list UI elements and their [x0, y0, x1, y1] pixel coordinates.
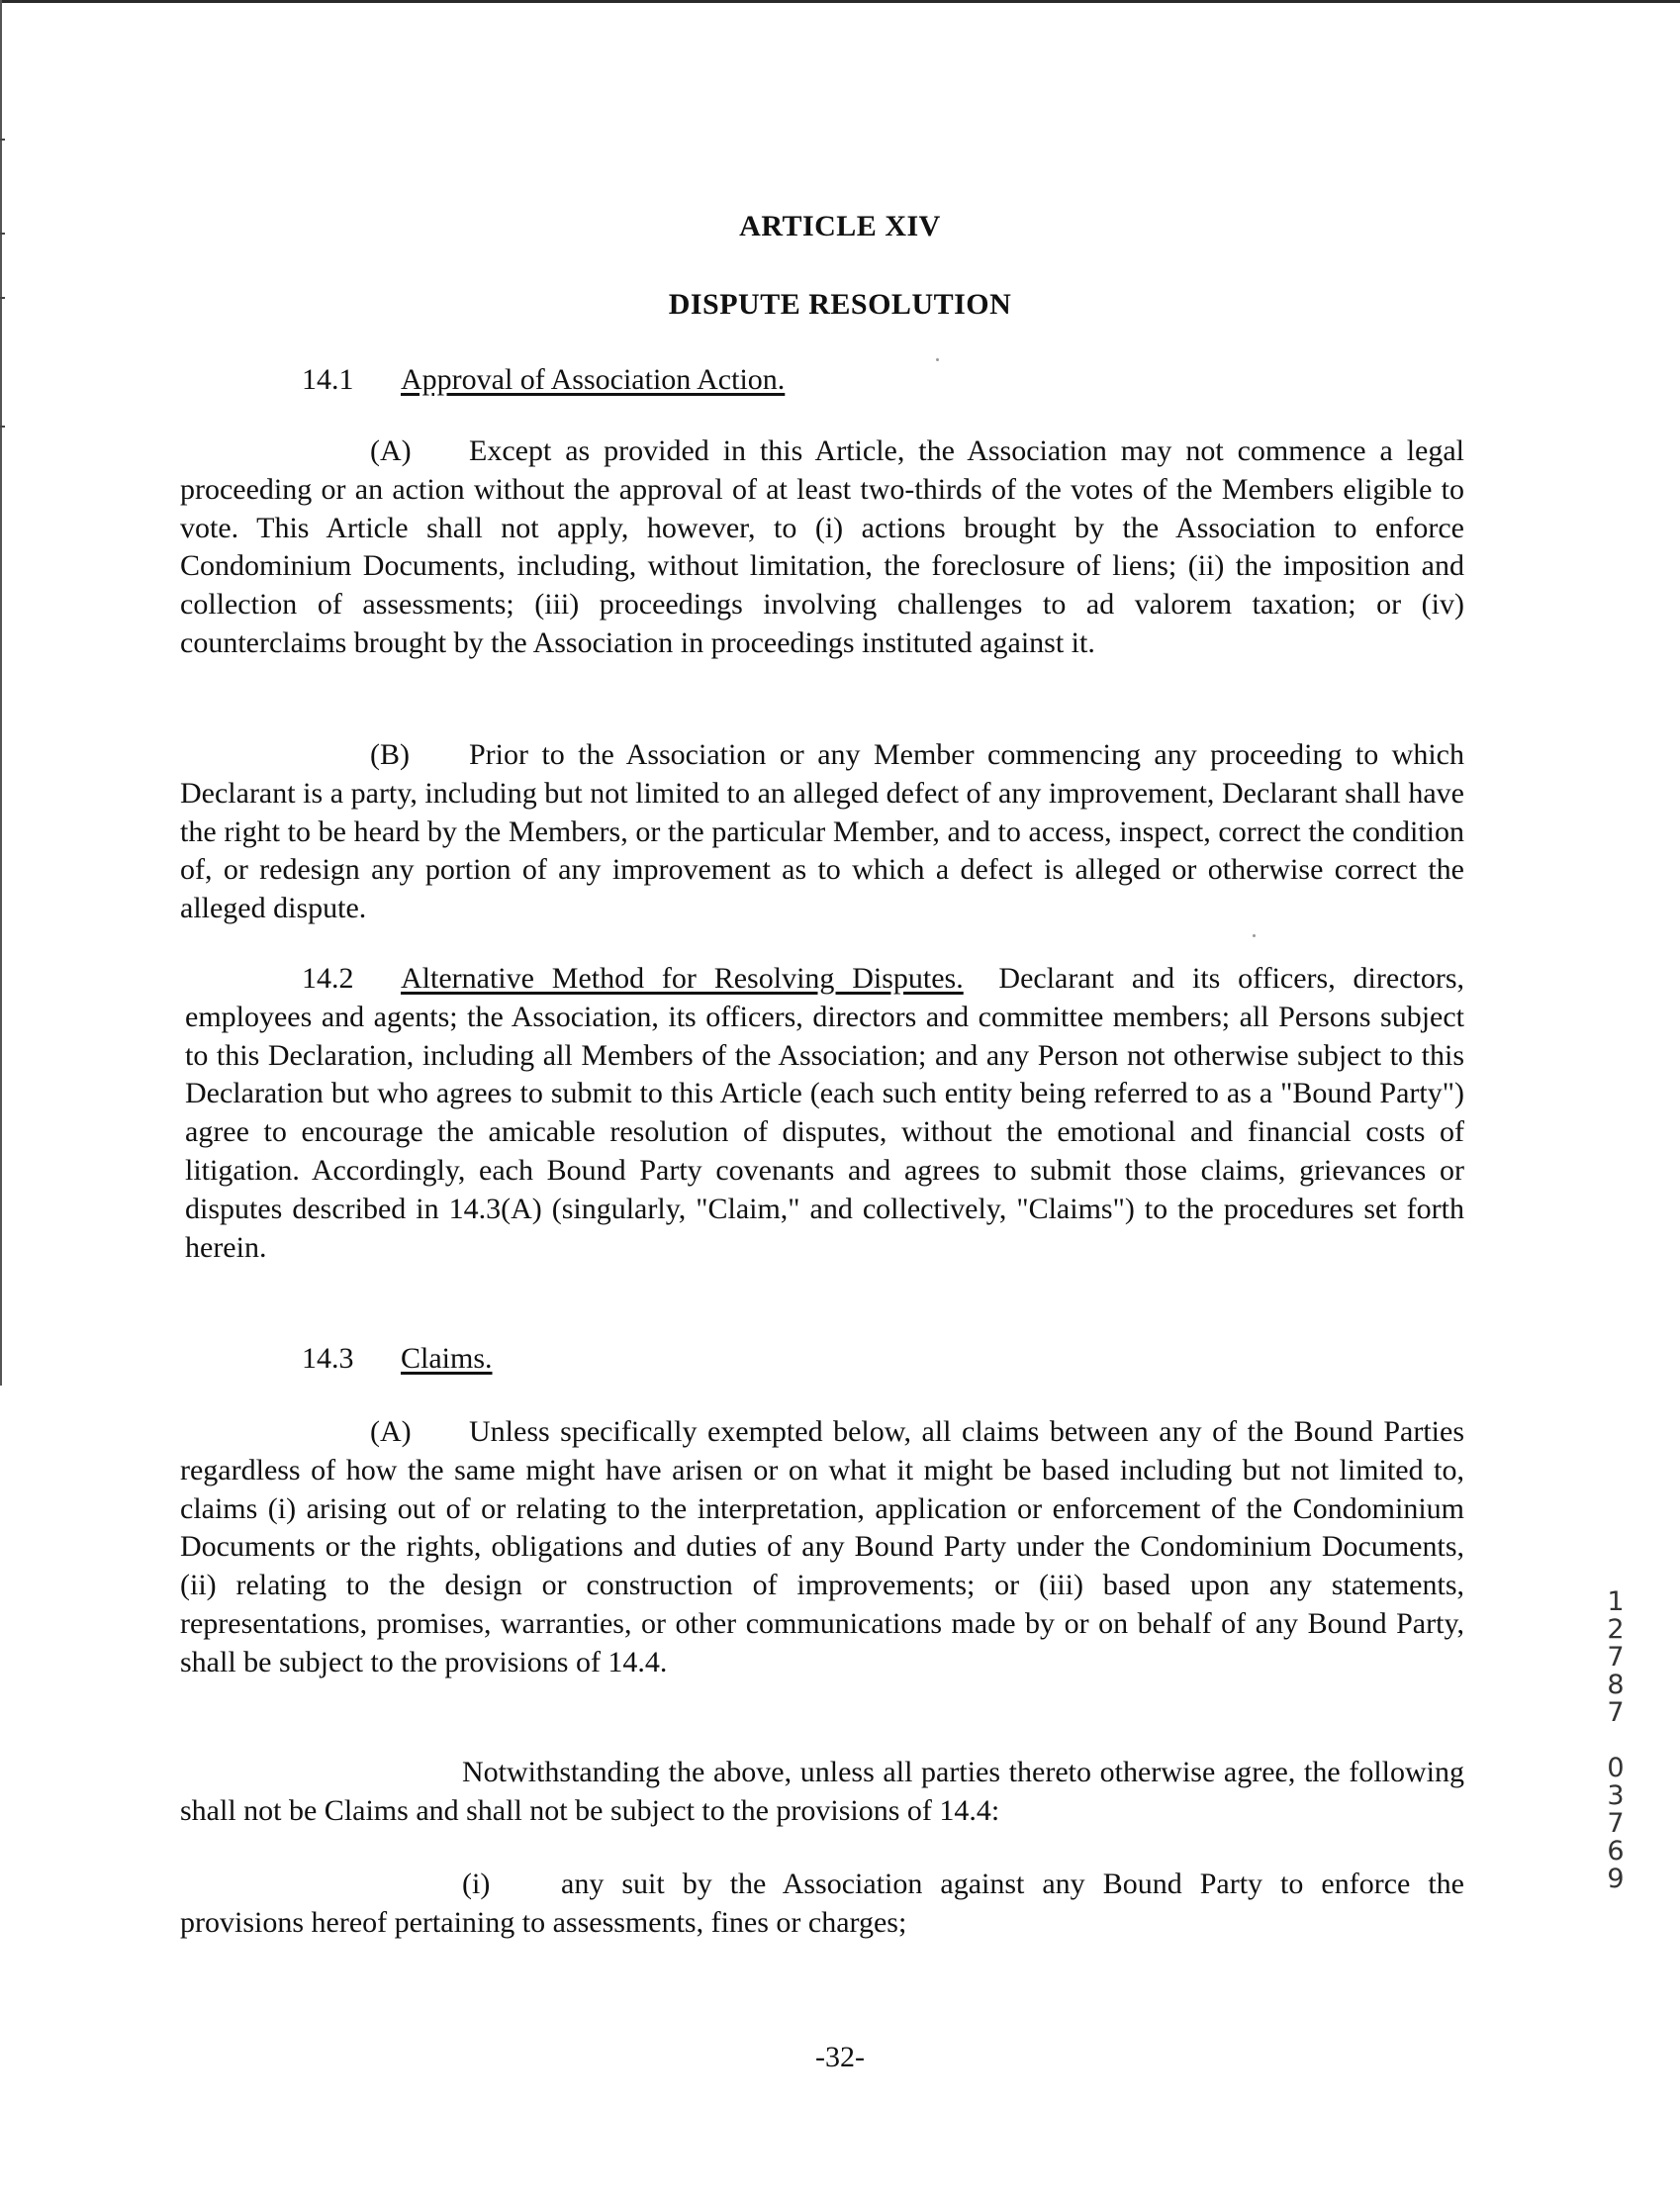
stamp-digit: 7	[1607, 1697, 1625, 1728]
paragraph-marker: (A)	[370, 434, 412, 467]
paragraph-text: Prior to the Association or any Member commencing any proceeding to which Declarant is a party, including but not limited to an alleged defect of any improvement, Declarant shall have the right to be heard by the Members, or the particular Member, and to access, inspect, correct the condition of, or redesign any portion of any improvement as to which a defect is alleged or otherwise correct the alleged dispute.	[180, 738, 1464, 925]
stamp-digit: 0	[1607, 1753, 1625, 1783]
page-top-edge	[0, 0, 1680, 3]
stamp-digit: 7	[1607, 1642, 1625, 1673]
page-number: -32-	[815, 2041, 865, 2073]
stamp-gap	[1601, 1727, 1631, 1755]
item-text: any suit by the Association against any Bound Party to enforce the provisions hereof pertaining to assessments, fines or charges;	[180, 1868, 1464, 1939]
stamp-digit: 2	[1607, 1614, 1625, 1645]
page-left-edge	[0, 0, 2, 1386]
section-number: 14.3	[302, 1342, 354, 1375]
section-title: Approval of Association Action.	[401, 363, 786, 396]
section-14-3-item-i	[180, 1866, 1464, 1943]
paragraph-marker: (A)	[370, 1415, 412, 1448]
section-14-3-notwithstanding	[180, 1754, 1464, 1831]
section-number: 14.2	[302, 962, 354, 995]
section-number: 14.1	[302, 363, 354, 396]
edge-tick	[0, 426, 5, 428]
paragraph-text: Declarant and its officers, directors, employees and agents; the Association, its officers, directors and committee members; all Persons subject to this Declaration, including all Members of the Association; and any Person not otherwise subject to this Declaration but who agrees to submit to this Article (each such entity being referred to as a "Bound Party") agree to encourage the amicable resolution of disputes, without the emotional and financial costs of litigation. Accordingly, each Bound Party covenants and agrees to submit those claims, grievances or disputes described in 14.3(A) (singularly, "Claim," and collectively, "Claims") to the procedures set forth herein.	[185, 962, 1465, 1264]
section-14-1-paragraph-a	[180, 432, 1464, 663]
stamp-digit: 7	[1607, 1808, 1625, 1839]
scan-speck	[1253, 934, 1256, 937]
section-14-2-paragraph	[185, 960, 1464, 1267]
item-marker: (i)	[462, 1868, 491, 1900]
stamp-digit: 9	[1607, 1864, 1625, 1894]
paragraph-marker: (B)	[370, 738, 410, 771]
stamp-digit: 1	[1607, 1586, 1625, 1617]
paragraph-text: Notwithstanding the above, unless all parties thereto otherwise agree, the following shall not be Claims and shall not be subject to the provisions of 14.4:	[180, 1756, 1464, 1827]
scan-speck	[936, 358, 939, 361]
stamp-digit: 6	[1607, 1836, 1625, 1867]
margin-stamp	[1601, 1588, 1631, 1893]
section-14-1-heading	[302, 363, 785, 397]
section-title: Alternative Method for Resolving Disputes.	[401, 962, 964, 995]
paragraph-text: Unless specifically exempted below, all claims between any of the Bound Parties regardless of how the same might have arisen or on what it might be based including but not limited to, claims (i) arising out of or relating to the interpretation, application or enforcement of the Condominium Documents or the rights, obligations and duties of any Bound Party under the Condominium Documents, (ii) relating to the design or construction of improvements; or (iii) based upon any statements, representations, promises, warranties, or other communications made by or on behalf of any Bound Party, shall be subject to the provisions of 14.4.	[180, 1415, 1464, 1678]
section-14-1-paragraph-b	[180, 736, 1464, 928]
edge-tick	[0, 139, 5, 141]
article-number: ARTICLE XIV	[739, 210, 941, 242]
stamp-digit: 3	[1607, 1780, 1625, 1811]
section-14-3-paragraph-a	[180, 1413, 1464, 1682]
paragraph-text: Except as provided in this Article, the Association may not commence a legal proceeding or an action without the approval of at least two-thirds of the votes of the Members eligible to vote. This Article shall not apply, however, to (i) actions brought by the Association to enforce Condominium Documents, including, without limitation, the foreclosure of liens; (ii) the imposition and collection of assessments; (iii) proceedings involving challenges to ad valorem taxation; or (iv) counterclaims brought by the Association in proceedings instituted against it.	[180, 434, 1464, 659]
article-title: DISPUTE RESOLUTION	[668, 288, 1012, 321]
section-14-3-heading	[302, 1342, 493, 1376]
section-title: Claims.	[401, 1342, 493, 1375]
stamp-digit: 8	[1607, 1670, 1625, 1700]
